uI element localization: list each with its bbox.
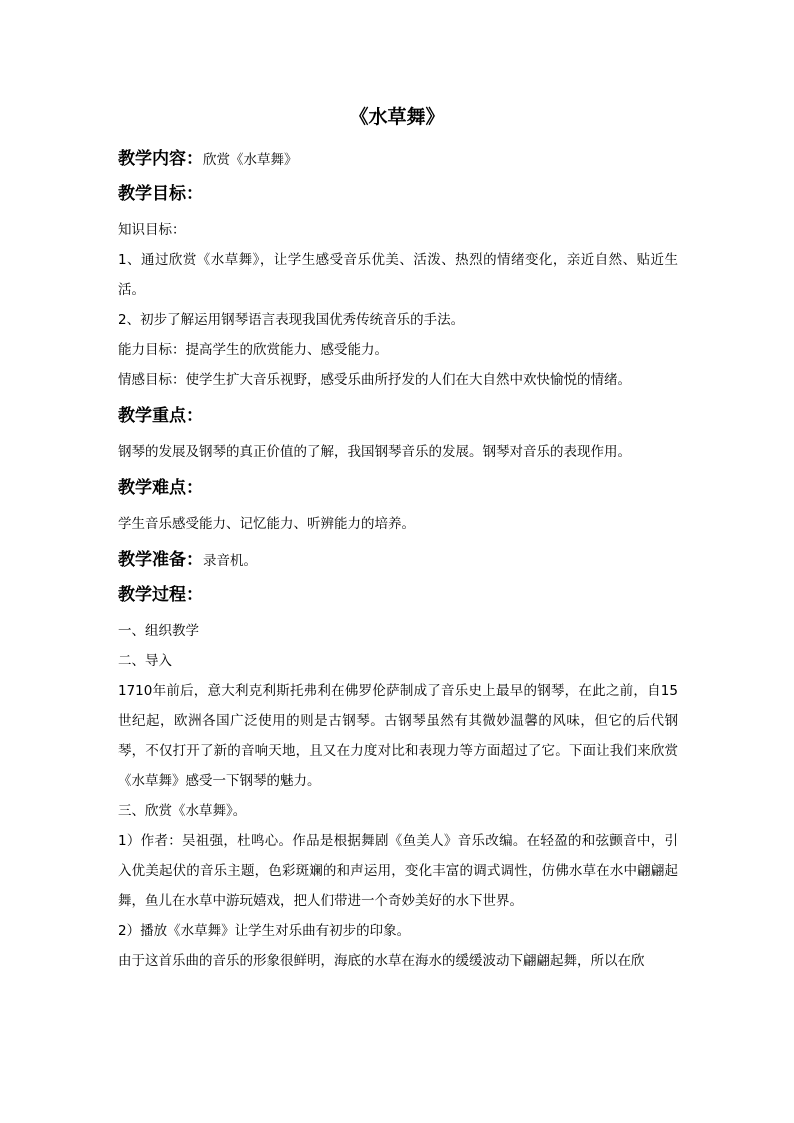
key-points-text: 钢琴的发展及钢琴的真正价值的了解，我国钢琴音乐的发展。钢琴对音乐的表现作用。 [118, 444, 631, 460]
process-step-appreciate: 三、欣赏《水草舞》。 [118, 803, 247, 819]
document-title: 《水草舞》 [349, 106, 445, 128]
difficulties-text: 学生音乐感受能力、记忆能力、听辨能力的培养。 [118, 516, 415, 532]
analysis-paragraph: 由于这首乐曲的音乐的形象很鲜明，海底的水草在海水的缓缓波动下翩翩起舞，所以在欣 [118, 953, 645, 969]
process-heading: 教学过程： [118, 585, 203, 605]
key-points-heading: 教学重点： [118, 406, 203, 426]
objectives-heading: 教学目标： [118, 184, 203, 204]
process-step-organize: 一、组织教学 [118, 623, 199, 639]
knowledge-objective-item-2: 2、初步了解运用钢琴语言表现我国优秀传统音乐的手法。 [118, 312, 465, 328]
teaching-content-value: 欣赏《水草舞》 [203, 152, 298, 168]
play-paragraph: 2）播放《水草舞》让学生对乐曲有初步的印象。 [118, 923, 411, 939]
author-paragraph: 1）作者：吴祖强，杜鸣心。作品是根据舞剧《鱼美人》音乐改编。在轻盈的和弦颤音中，引入优美起伏的音乐主题，色彩斑斓的和声运用，变化丰富的调式调性，仿佛水草在水中翩翩起舞，鱼儿在水草中游玩嬉戏，把人们带进一个奇妙美好的水下世界。 [118, 833, 678, 909]
preparation-label: 教学准备： [118, 550, 203, 570]
difficulties-heading: 教学难点： [118, 478, 203, 498]
emotion-objective: 情感目标：使学生扩大音乐视野，感受乐曲所抒发的人们在大自然中欢快愉悦的情绪。 [118, 372, 631, 388]
preparation-value: 录音机。 [203, 553, 257, 569]
process-step-intro: 二、导入 [118, 653, 172, 669]
intro-paragraph: 1710年前后，意大利克利斯托弗利在佛罗伦萨制成了音乐史上最早的钢琴，在此之前，自15世纪起，欧洲各国广泛使用的则是古钢琴。古钢琴虽然有其微妙温馨的风味，但它的后代钢琴，不仅打开了新的音响天地，且又在力度对比和表现力等方面超过了它。下面让我们来欣赏《水草舞》感受一下钢琴的魅力。 [118, 683, 678, 789]
teaching-content-label: 教学内容： [118, 149, 203, 169]
teaching-content-heading [118, 146, 678, 173]
knowledge-objective-label: 知识目标： [118, 222, 186, 238]
ability-objective: 能力目标：提高学生的欣赏能力、感受能力。 [118, 342, 388, 358]
document-body [118, 146, 678, 976]
knowledge-objective-item-1: 1、通过欣赏《水草舞》，让学生感受音乐优美、活泼、热烈的情绪变化，亲近自然、贴近生活。 [118, 252, 678, 298]
preparation-heading [118, 547, 678, 574]
